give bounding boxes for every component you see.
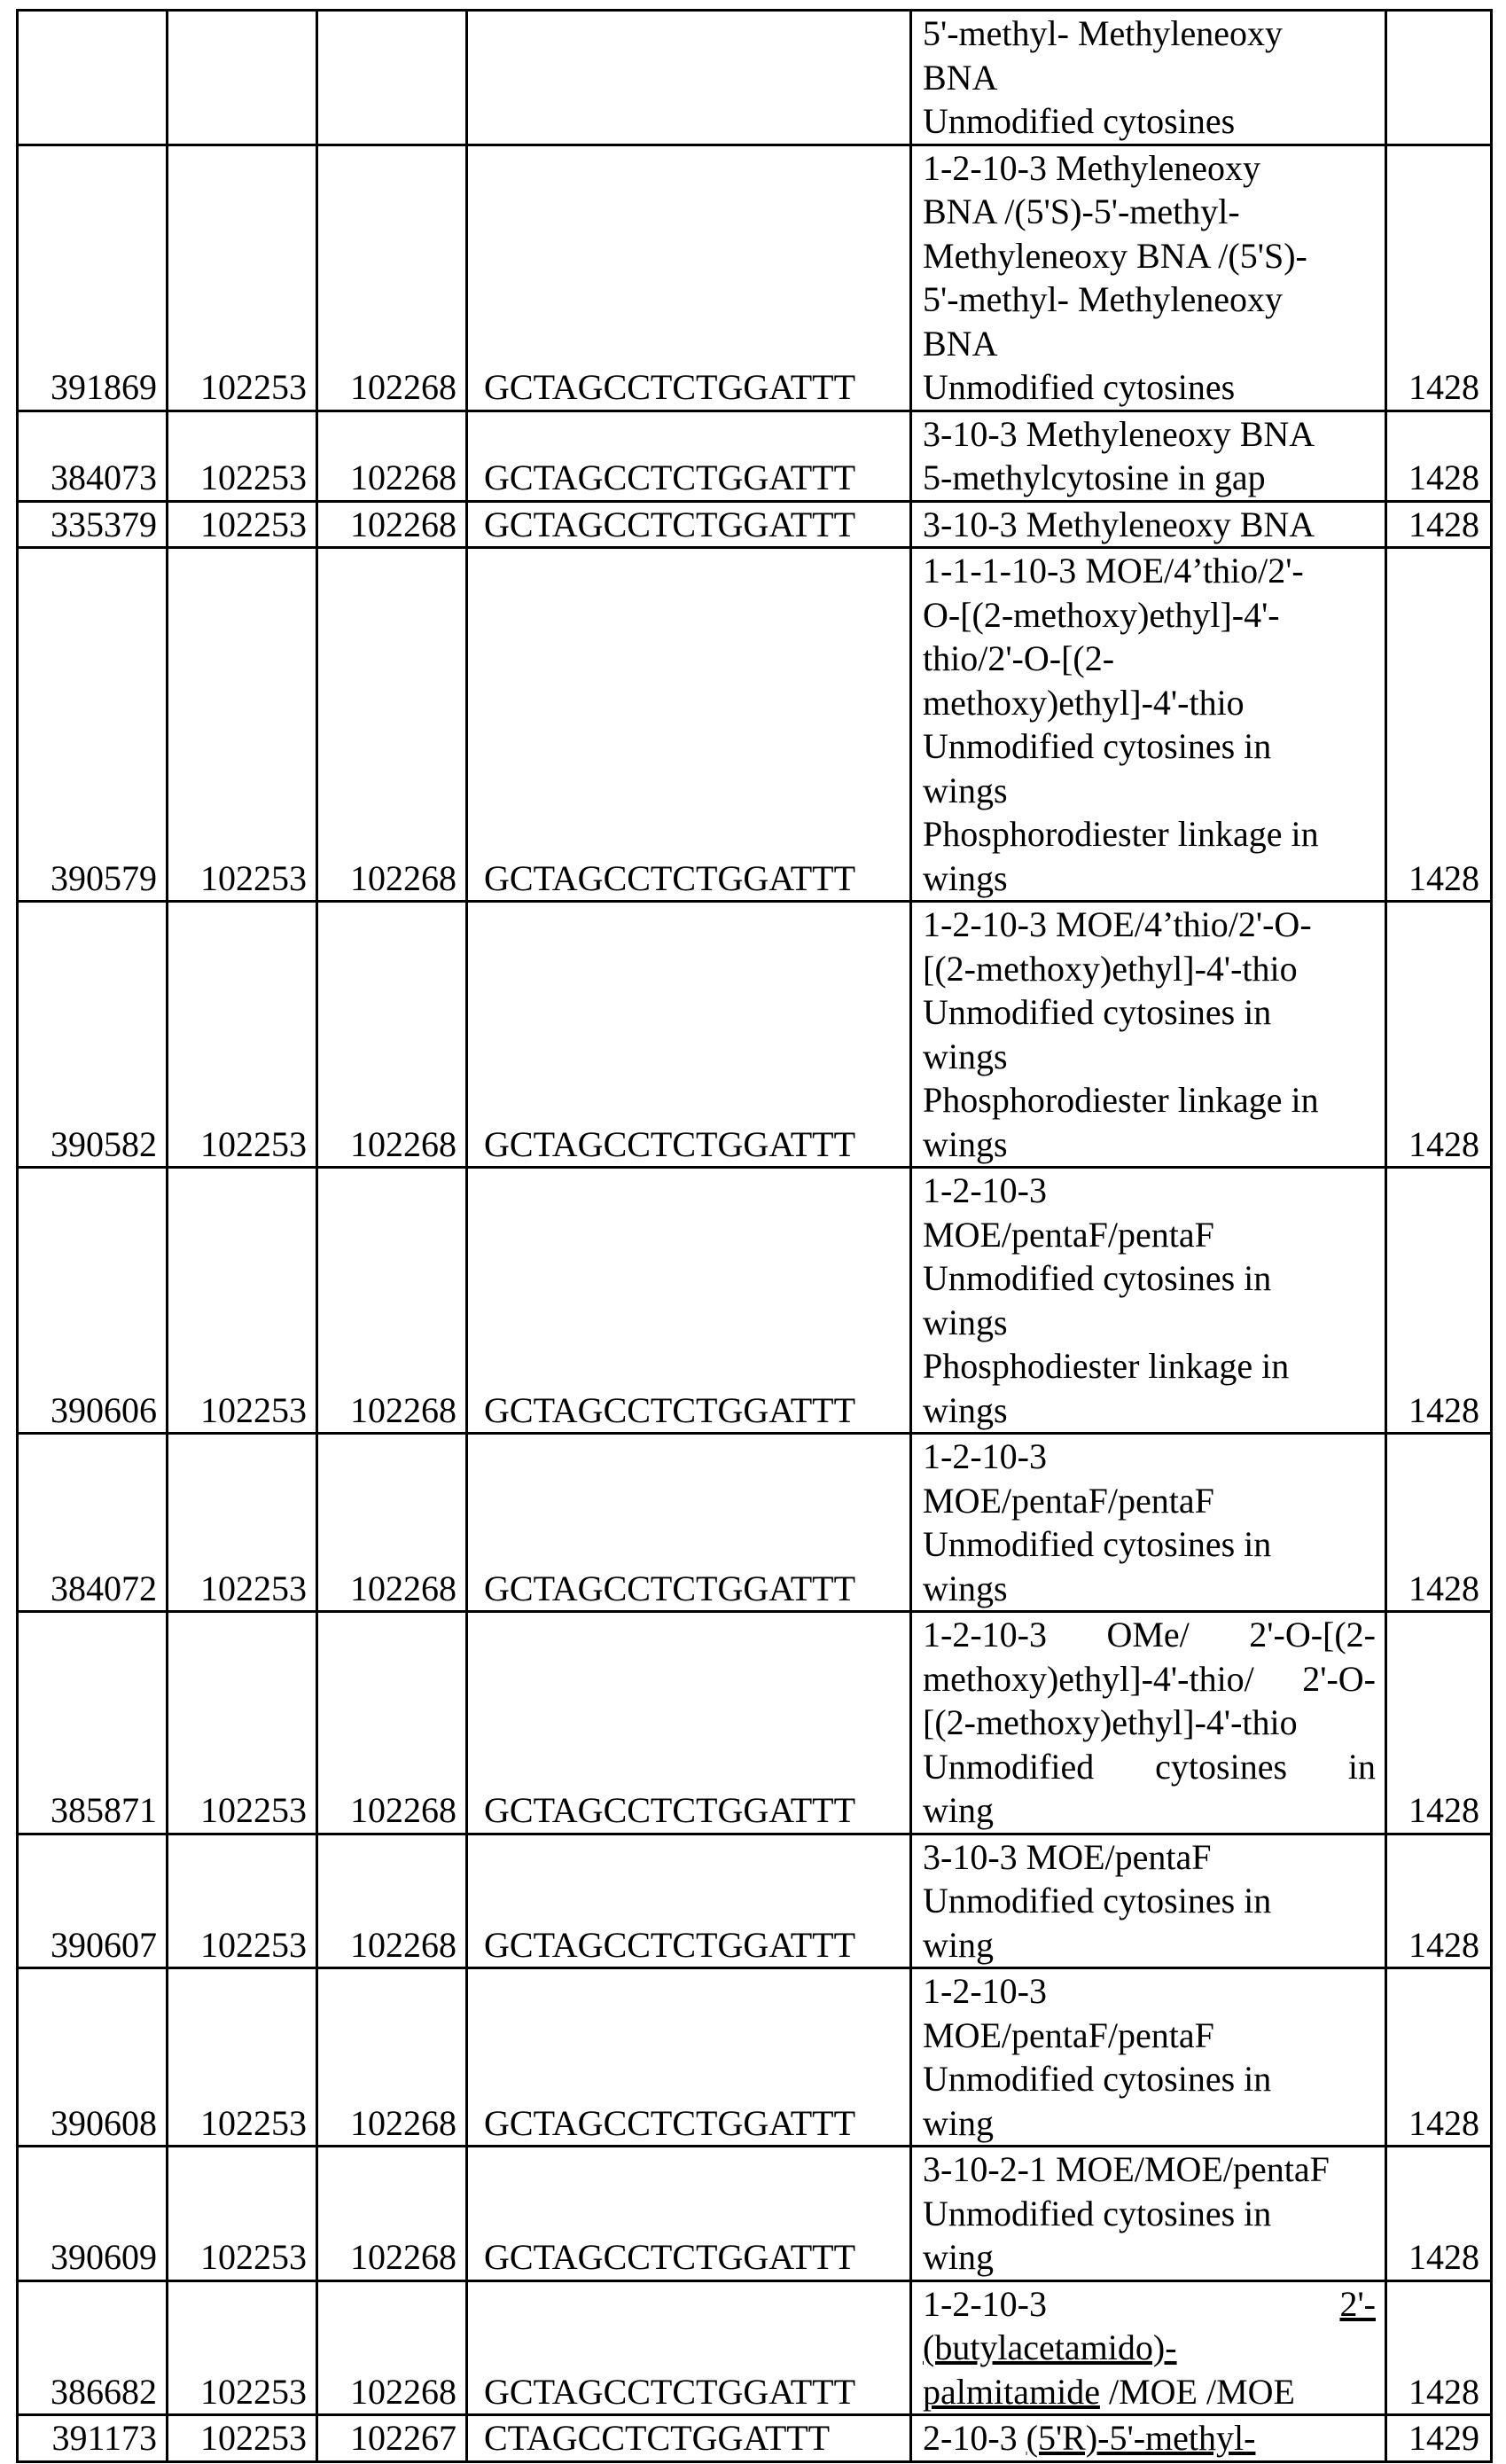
table-row [18, 145, 1492, 411]
start-site-cell [168, 11, 317, 145]
table-row [18, 548, 1492, 902]
modification-cell [911, 2280, 1386, 2415]
modification-text: Unmodified cytosines [923, 101, 1235, 141]
modification-line [923, 1479, 1376, 1523]
sequence-cell: GCTAGCCTCTGGATTT [467, 2280, 911, 2415]
seq-id-cell: 1428 [1386, 2280, 1492, 2415]
sequence-cell: GCTAGCCTCTGGATTT [467, 1612, 911, 1834]
modification-text: MOE/pentaF/pentaF [923, 1215, 1214, 1255]
modification-text: wing [923, 2237, 994, 2277]
start-site-cell: 102253 [168, 1612, 317, 1834]
seq-id-cell: 1428 [1386, 411, 1492, 501]
modification-line [923, 2235, 1376, 2280]
modification-text: Phosphodiester linkage in [923, 1346, 1289, 1386]
isis-number-cell: 391173 [18, 2415, 168, 2462]
modification-text: Unmodified cytosines in [923, 1747, 1376, 1787]
table-body [18, 11, 1492, 2462]
table-row [18, 1834, 1492, 1968]
modification-line [923, 724, 1376, 769]
underlined-text: (5'R)-5'-methyl- [1026, 2418, 1256, 2458]
modification-text: wings [923, 1036, 1008, 1076]
sequence-cell: GCTAGCCTCTGGATTT [467, 548, 911, 902]
stop-site-cell: 102268 [317, 902, 467, 1168]
modification-line [923, 1169, 1376, 1213]
start-site-cell: 102253 [168, 411, 317, 501]
seq-id-cell: 1428 [1386, 1434, 1492, 1612]
modification-line [923, 12, 1376, 56]
modification-line [923, 2416, 1376, 2460]
modification-text: thio/2'-O-[(2- [923, 638, 1114, 678]
modification-line [923, 56, 1376, 100]
oligonucleotide-table [16, 9, 1493, 2463]
modification-line [923, 2370, 1376, 2414]
modification-text: wing [923, 1790, 994, 1830]
modification-cell [911, 1434, 1386, 1612]
modification-text: 1-2-10-3 MOE/4’thio/2'-O- [923, 904, 1312, 944]
sequence-cell: GCTAGCCTCTGGATTT [467, 1168, 911, 1434]
modification-text: BNA [923, 324, 997, 364]
modification-text: 1-2-10-3 [923, 1436, 1047, 1476]
start-site-cell: 102253 [168, 1434, 317, 1612]
modification-text: 3-10-3 Methyleneoxy BNA [923, 505, 1315, 544]
table-row [18, 1612, 1492, 1834]
modification-line [923, 503, 1376, 547]
modification-line [923, 637, 1376, 681]
modification-line [923, 365, 1376, 410]
stop-site-cell: 102268 [317, 1168, 467, 1434]
modification-text: BNA [923, 58, 997, 98]
start-site-cell: 102253 [168, 1834, 317, 1968]
modification-line [923, 99, 1376, 144]
isis-number-cell: 384073 [18, 411, 168, 501]
modification-text: wings [923, 1390, 1008, 1430]
modification-line [923, 1788, 1376, 1833]
modification-line [923, 1657, 1376, 1701]
sequence-cell [467, 11, 911, 145]
modification-line [923, 593, 1376, 638]
modification-text: /MOE /MOE [1100, 2372, 1295, 2412]
modification-text: wings [923, 770, 1008, 810]
table-row [18, 1968, 1492, 2147]
start-site-cell: 102253 [168, 145, 317, 411]
table-row [18, 902, 1492, 1168]
sequence-cell: GCTAGCCTCTGGATTT [467, 1434, 911, 1612]
modification-cell [911, 1834, 1386, 1968]
modification-text: wings [923, 1302, 1008, 1342]
underlined-text: 2'- [1339, 2284, 1376, 2324]
modification-text: 2-10-3 [923, 2418, 1026, 2458]
sequence-cell: CTAGCCTCTGGATTT [467, 2415, 911, 2462]
start-site-cell: 102253 [168, 2415, 317, 2462]
isis-number-cell: 386682 [18, 2280, 168, 2415]
isis-number-cell: 384072 [18, 1434, 168, 1612]
modification-text: 3-10-3 Methyleneoxy BNA [923, 414, 1315, 454]
modification-line [923, 1301, 1376, 1345]
modification-text: Unmodified cytosines in [923, 992, 1271, 1032]
seq-id-cell: 1428 [1386, 1168, 1492, 1434]
start-site-cell: 102253 [168, 548, 317, 902]
modification-text: wings [923, 858, 1008, 898]
isis-number-cell: 390609 [18, 2147, 168, 2281]
modification-line [923, 146, 1376, 191]
modification-line [923, 1969, 1376, 2014]
sequence-cell: GCTAGCCTCTGGATTT [467, 145, 911, 411]
modification-line [923, 1522, 1376, 1567]
modification-text: wings [923, 1124, 1008, 1164]
modification-text: Phosphorodiester linkage in [923, 814, 1319, 854]
stop-site-cell: 102268 [317, 1968, 467, 2147]
start-site-cell: 102253 [168, 1168, 317, 1434]
modification-cell [911, 2147, 1386, 2281]
modification-text: wing [923, 1925, 994, 1965]
sequence-cell: GCTAGCCTCTGGATTT [467, 1968, 911, 2147]
modification-text: 1-2-10-3 OMe/ 2'-O-[(2- [923, 1615, 1376, 1654]
seq-id-cell: 1429 [1386, 2415, 1492, 2462]
modification-line [923, 2147, 1376, 2192]
modification-text: 3-10-3 MOE/pentaF [923, 1837, 1212, 1877]
modification-text: Unmodified cytosines in [923, 2059, 1271, 2099]
modification-cell [911, 411, 1386, 501]
modification-line [923, 2192, 1376, 2236]
sequence-cell: GCTAGCCTCTGGATTT [467, 2147, 911, 2281]
stop-site-cell: 102268 [317, 1834, 467, 1968]
seq-id-cell: 1428 [1386, 501, 1492, 548]
modification-cell [911, 2415, 1386, 2462]
seq-id-cell: 1428 [1386, 1612, 1492, 1834]
table-row [18, 2280, 1492, 2415]
modification-text: Unmodified cytosines in [923, 2194, 1271, 2233]
modification-line [923, 322, 1376, 366]
isis-number-cell [18, 11, 168, 145]
modification-text: 1-2-10-3 [923, 2284, 1339, 2324]
table-row [18, 2147, 1492, 2281]
modification-text: 5'-methyl- Methyleneoxy [923, 13, 1283, 53]
modification-line [923, 1035, 1376, 1079]
modification-text: [(2-methoxy)ethyl]-4'-thio [923, 1702, 1298, 1742]
modification-text: [(2-methoxy)ethyl]-4'-thio [923, 949, 1298, 989]
modification-cell [911, 1612, 1386, 1834]
isis-number-cell: 391869 [18, 145, 168, 411]
isis-number-cell: 390579 [18, 548, 168, 902]
modification-text: 3-10-2-1 MOE/MOE/pentaF [923, 2149, 1330, 2189]
modification-line [923, 2014, 1376, 2058]
modification-line [923, 857, 1376, 901]
seq-id-cell: 1428 [1386, 1834, 1492, 1968]
modification-line [923, 278, 1376, 322]
modification-text: 1-1-1-10-3 MOE/4’thio/2'- [923, 551, 1304, 591]
modification-text: MOE/pentaF/pentaF [923, 2015, 1214, 2055]
modification-line [923, 190, 1376, 234]
modification-text: methoxy)ethyl]-4'-thio [923, 683, 1245, 723]
modification-text: 5-methylcytosine in gap [923, 458, 1266, 497]
modification-text: Unmodified cytosines in [923, 1881, 1271, 1920]
underlined-text: (butylacetamido)- [923, 2327, 1177, 2367]
modification-line [923, 681, 1376, 725]
modification-line [923, 1122, 1376, 1167]
stop-site-cell: 102268 [317, 2280, 467, 2415]
modification-line [923, 1879, 1376, 1923]
stop-site-cell: 102268 [317, 2147, 467, 2281]
modification-text: wings [923, 1568, 1008, 1608]
isis-number-cell: 335379 [18, 501, 168, 548]
modification-line [923, 1613, 1376, 1657]
table-row [18, 11, 1492, 145]
modification-text: Methyleneoxy BNA /(5'S)- [923, 236, 1307, 276]
seq-id-cell: 1428 [1386, 548, 1492, 902]
modification-text: BNA /(5'S)-5'-methyl- [923, 192, 1240, 231]
sequence-cell: GCTAGCCTCTGGATTT [467, 501, 911, 548]
modification-text: Unmodified cytosines in [923, 1524, 1271, 1564]
isis-number-cell: 390606 [18, 1168, 168, 1434]
seq-id-cell: 1428 [1386, 2147, 1492, 2281]
modification-line [923, 1078, 1376, 1122]
start-site-cell: 102253 [168, 501, 317, 548]
isis-number-cell: 390608 [18, 1968, 168, 2147]
modification-cell [911, 145, 1386, 411]
modification-line [923, 1923, 1376, 1967]
modification-line [923, 947, 1376, 991]
seq-id-cell: 1428 [1386, 1968, 1492, 2147]
sequence-cell: GCTAGCCTCTGGATTT [467, 1834, 911, 1968]
isis-number-cell: 390607 [18, 1834, 168, 1968]
start-site-cell: 102253 [168, 2280, 317, 2415]
modification-cell [911, 501, 1386, 548]
modification-line [923, 769, 1376, 813]
start-site-cell: 102253 [168, 2147, 317, 2281]
modification-line [923, 2057, 1376, 2101]
modification-line [923, 1435, 1376, 1479]
start-site-cell: 102253 [168, 902, 317, 1168]
sequence-cell: GCTAGCCTCTGGATTT [467, 902, 911, 1168]
modification-text: wing [923, 2103, 994, 2143]
modification-line [923, 2282, 1376, 2327]
seq-id-cell [1386, 11, 1492, 145]
modification-line [923, 456, 1376, 500]
modification-cell [911, 548, 1386, 902]
stop-site-cell [317, 11, 467, 145]
modification-text: MOE/pentaF/pentaF [923, 1481, 1214, 1521]
modification-line [923, 234, 1376, 278]
table-row [18, 1168, 1492, 1434]
modification-text: Phosphorodiester linkage in [923, 1080, 1319, 1120]
modification-line [923, 1213, 1376, 1257]
stop-site-cell: 102268 [317, 501, 467, 548]
table-row [18, 2415, 1492, 2462]
stop-site-cell: 102268 [317, 411, 467, 501]
modification-text: 5'-methyl- Methyleneoxy [923, 279, 1283, 319]
modification-line [923, 1745, 1376, 1789]
modification-line [923, 1835, 1376, 1880]
modification-cell [911, 902, 1386, 1168]
modification-line [923, 412, 1376, 457]
isis-number-cell: 385871 [18, 1612, 168, 1834]
sequence-cell: GCTAGCCTCTGGATTT [467, 411, 911, 501]
modification-line [923, 1567, 1376, 1611]
underlined-text: palmitamide [923, 2372, 1100, 2412]
modification-line [923, 2101, 1376, 2146]
modification-line [923, 1344, 1376, 1388]
table-row [18, 501, 1492, 548]
stop-site-cell: 102268 [317, 145, 467, 411]
modification-text: methoxy)ethyl]-4'-thio/ 2'-O- [923, 1659, 1376, 1699]
modification-cell [911, 1168, 1386, 1434]
stop-site-cell: 102268 [317, 548, 467, 902]
isis-number-cell: 390582 [18, 902, 168, 1168]
modification-text: O-[(2-methoxy)ethyl]-4'- [923, 595, 1280, 635]
modification-text: 1-2-10-3 [923, 1971, 1047, 2011]
stop-site-cell: 102268 [317, 1612, 467, 1834]
modification-line [923, 903, 1376, 947]
modification-line [923, 1701, 1376, 1745]
modification-text: 1-2-10-3 Methyleneoxy [923, 148, 1260, 188]
table-row [18, 411, 1492, 501]
modification-text: Unmodified cytosines in [923, 1258, 1271, 1298]
stop-site-cell: 102267 [317, 2415, 467, 2462]
modification-line [923, 549, 1376, 593]
modification-text: 1-2-10-3 [923, 1170, 1047, 1210]
modification-cell [911, 11, 1386, 145]
stop-site-cell: 102268 [317, 1434, 467, 1612]
modification-text: Unmodified cytosines [923, 367, 1235, 407]
modification-line [923, 1256, 1376, 1301]
modification-line [923, 1388, 1376, 1433]
start-site-cell: 102253 [168, 1968, 317, 2147]
modification-line [923, 812, 1376, 857]
seq-id-cell: 1428 [1386, 902, 1492, 1168]
modification-text: Unmodified cytosines in [923, 726, 1271, 766]
modification-cell [911, 1968, 1386, 2147]
modification-line [923, 2326, 1376, 2370]
table-row [18, 1434, 1492, 1612]
modification-line [923, 990, 1376, 1035]
seq-id-cell: 1428 [1386, 145, 1492, 411]
